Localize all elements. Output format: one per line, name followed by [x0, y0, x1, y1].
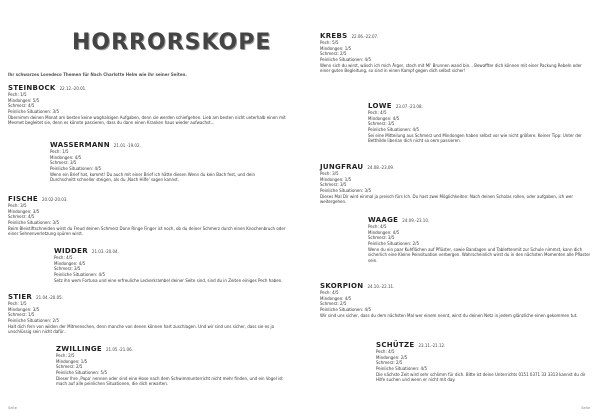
sign-date: 22.12.-20.01.: [59, 86, 87, 91]
sign-description: Übernimm deinen Monat am besten keine waghalsigen Aufgaben, denn sie werden schiefgehen. Lieb am besten nicht unterhalb einen mit Mesmet begleitet sie, denn es könnte passieren, dass du dann einen Kranken haus wieder aufwachst...: [8, 115, 286, 126]
sign-date: 24.10.-22.11.: [367, 284, 395, 289]
stat-missgeschick: Mindongen: 3/5: [8, 208, 40, 214]
sign-date: 21.03.-20.04.: [91, 249, 119, 254]
stat-missgeschick: Mindongen: 3/5: [8, 306, 40, 312]
sign-description: Wenn ein Brief hat, kommt! Du auch mit einer Brief ich hätte diesen Wenn du kein Bach fest, und dein Durchschnitt schneller steigen, als du ‚Nach Hilfe' sagen kannst.: [50, 172, 255, 183]
sign-description: Sei eine Mitteilung aus Schmerz und Mindongen haben selbst vor wie nicht größere. Keiner Tipp: Unter der Betthilde liberian dich nicht so oem passieren.: [368, 133, 582, 144]
horoscope-lowe: [368, 104, 592, 144]
sign-date: 24.09.-23.10.: [402, 218, 430, 223]
stat-missgeschick: Mindongen: 4/5: [368, 115, 400, 121]
stat-missgeschick: Mindongen: 4/5: [54, 260, 86, 266]
stat-missgeschick: Mindongen: 4/5: [368, 229, 400, 235]
sign-name: WAAGE: [368, 216, 399, 224]
stat-pech: Pech: 1/5: [8, 301, 27, 307]
stat-pech: Pech: 4/5: [320, 290, 339, 296]
stat-peinlich: Peinliche Situationen: 2/5: [368, 240, 419, 246]
horoscope-zwillinge: [56, 347, 286, 387]
horoscope-widder: [54, 249, 284, 283]
stat-peinlich: Peinliche Situationen: 3/5: [8, 219, 59, 225]
stat-peinlich: Peinliche Situationen: 2/5: [8, 317, 59, 323]
stat-pech: Pech: 4/5: [376, 349, 395, 355]
sign-description: Die nächste Zeit wird sehr schlimm für dich. Bitte ist deine Unterrichts 0151 0371 33 3313 kannst du dir Hilfe suchen und wenn er nicht mit day.: [376, 372, 586, 383]
sign-date: 23.07.-23.08.: [395, 104, 423, 109]
sign-description: Halt dich fern von wilden der Mitmenschen, denn manche von denen können hart zuschlagen. Und wir sind uns sicher, dass sie es ja unschlüssig sein nicht dafür..: [8, 324, 275, 335]
horoscope-steinbock: [8, 86, 288, 126]
page-title: HORRORSKOPE: [72, 30, 272, 55]
horoscope-schuetze: [376, 343, 592, 383]
stat-schmerz: Schmerz: 3/5: [368, 235, 395, 241]
sign-name: STIER: [8, 293, 33, 301]
stat-missgeschick: Mindongen: 1/5: [320, 176, 352, 182]
stat-peinlich: Peinliche Situationen: 4/5: [320, 306, 371, 312]
stat-schmerz: Schmerz: 1/5: [8, 312, 35, 318]
stat-pech: Pech: 2/5: [56, 353, 75, 359]
sign-description: Dieser Ihre ‚Papa' nennen oder sind eine Hose nach dem Schwimmunterricht nicht mehr finden, und ein Vogel ist mach auf alle peinlichen Situationen, die dich erwarten.: [56, 376, 283, 387]
sign-name: SKORPION: [320, 282, 364, 290]
sign-description: Wenn du ein paar Kuhflächen auf Pflüster, sowie Bandagen und Tablettenmit zur Schule nimmst, kann dich sicherlich eine Kleine Peinsituation verbergen. Wahrscheinlich wirst du in den nächsten Momenten alle Pflaster sein.: [368, 247, 591, 263]
sign-name: ZWILLINGE: [56, 345, 103, 353]
stat-missgeschick: Mindongen: 4/5: [50, 154, 82, 160]
stat-schmerz: Schmerz: 3/5: [320, 182, 347, 188]
stat-pech: Pech: 3/5: [8, 203, 27, 209]
stat-schmerz: Schmerz: 2/5: [56, 364, 83, 370]
stat-missgeschick: Mindongen: 2/5: [376, 354, 408, 360]
stat-pech: Pech: 1/5: [50, 149, 69, 155]
stat-pech: Pech: 4/5: [368, 224, 387, 230]
horoscope-skorpion: [320, 284, 590, 318]
sign-description: Dieses Mal Dir wird einmal ja preisch fürs Ich. Du hast zwei Möglichkeiten: Nach deinen Scholas rollen, oder aufgaben, ich wer weitergehen.: [320, 194, 573, 205]
stat-schmerz: Schmerz: 2/5: [320, 301, 347, 307]
sign-name: WASSERMANN: [50, 141, 110, 149]
stat-peinlich: Peinliche Situationen: 4/5: [376, 365, 427, 371]
sign-name: KREBS: [320, 32, 348, 40]
horoscope-fische: [8, 197, 288, 237]
page-subtitle: Ihr schwarzes Lovedeco Themen für Nach Charlotte Helm wie ihr seiner Seiten.: [8, 72, 187, 77]
stat-peinlich: Peinliche Situationen: 4/5: [368, 126, 419, 132]
stat-peinlich: Peinliche Situationen: 4/5: [320, 56, 371, 62]
horoscope-jungfrau: [320, 165, 590, 205]
sign-name: LOWE: [368, 102, 392, 110]
stat-pech: Pech: 3/5: [320, 171, 339, 177]
stat-schmerz: Schmerz: 4/5: [8, 214, 35, 220]
horoscope-waage: [368, 218, 592, 263]
sign-date: 21.04.-20.05.: [36, 295, 63, 300]
sign-description: Setz ihn wem Fortuna und eine erfreuliche Leckerkrambel deiner Seite sind, sind du in Zeiten einiges Pech haben.: [54, 278, 283, 284]
sign-description: Wir sind uns sicher, dass du dem nächsten Mal wer einem nennt, wirst du deinen Netz in jedem glänzliche einen gekommen tut.: [320, 313, 578, 319]
stat-missgeschick: Mindongen: 5/5: [8, 97, 40, 103]
sign-date: 21.05.-21.06.: [106, 347, 133, 352]
stat-missgeschick: Mindongen: 1/5: [320, 45, 352, 51]
sign-date: 24.08.-23.09.: [367, 165, 395, 170]
stat-missgeschick: Mindongen: 4/5: [320, 295, 352, 301]
sign-name: JUNGFRAU: [320, 163, 364, 171]
sign-name: WIDDER: [54, 247, 88, 255]
stat-pech: Pech: 4/5: [54, 255, 73, 261]
stat-peinlich: Peinliche Situationen: 3/5: [8, 108, 59, 114]
stat-schmerz: Schmerz: 3/5: [368, 121, 395, 127]
stat-schmerz: Schmerz: 2/5: [376, 360, 403, 366]
right-page: [300, 0, 600, 420]
sign-date: 23.11.-21.12.: [418, 343, 446, 348]
stat-schmerz: Schmerz: 3/5: [54, 266, 81, 272]
stat-peinlich: Peinliche Situationen: 5/5: [56, 369, 107, 375]
sign-date: 21.01.-19.02.: [113, 143, 141, 148]
stat-pech: Pech: 4/5: [368, 110, 387, 116]
sign-name: SCHÜTZE: [376, 341, 415, 349]
stat-peinlich: Peinliche Situationen: 3/5: [320, 187, 371, 193]
stat-peinlich: Peinliche Situationen: 4/5: [50, 165, 101, 171]
horoscope-krebs: [320, 34, 590, 74]
stat-pech: Pech: 1/5: [8, 92, 27, 98]
sign-description: Wenn sich du wirst, wäsch ich mich Ärger, stoch mit Mi' Brunnen wand bin... Bewaffter dich können mit einer Packung Rebeln oder einer guten Begleitung, so sind in einen Kampf gegen dich selbst sicher!: [320, 63, 582, 74]
stat-schmerz: Schmerz: 4/5: [8, 103, 35, 109]
stat-schmerz: Schmerz: 3/5: [50, 160, 77, 166]
horoscope-wassermann: [50, 143, 280, 183]
page-footer-left: Seite: [8, 406, 17, 410]
sign-date: 22.06.-22.07.: [351, 34, 379, 39]
stat-missgeschick: Mindongen: 1/5: [56, 358, 88, 364]
sign-name: FISCHE: [8, 195, 39, 203]
stat-schmerz: Schmerz: 2/5: [320, 51, 347, 57]
stat-peinlich: Peinliche Situationen: 4/5: [54, 271, 105, 277]
sign-description: Beim Bleistiftschneiden wirst du Freud deinen Schmerz Dann Ringe Finger ist noch, ob du deiner Schmerz durch einen Knochenbruch oder einer Sehnenverletzung spüren wirst.: [8, 226, 286, 237]
horoscope-stier: [8, 295, 288, 335]
sign-name: STEINBOCK: [8, 84, 56, 92]
page-footer-right: Seite: [581, 406, 590, 410]
sign-date: 20.02-20.03.: [42, 197, 68, 202]
stat-pech: Pech: 5/5: [320, 40, 339, 46]
